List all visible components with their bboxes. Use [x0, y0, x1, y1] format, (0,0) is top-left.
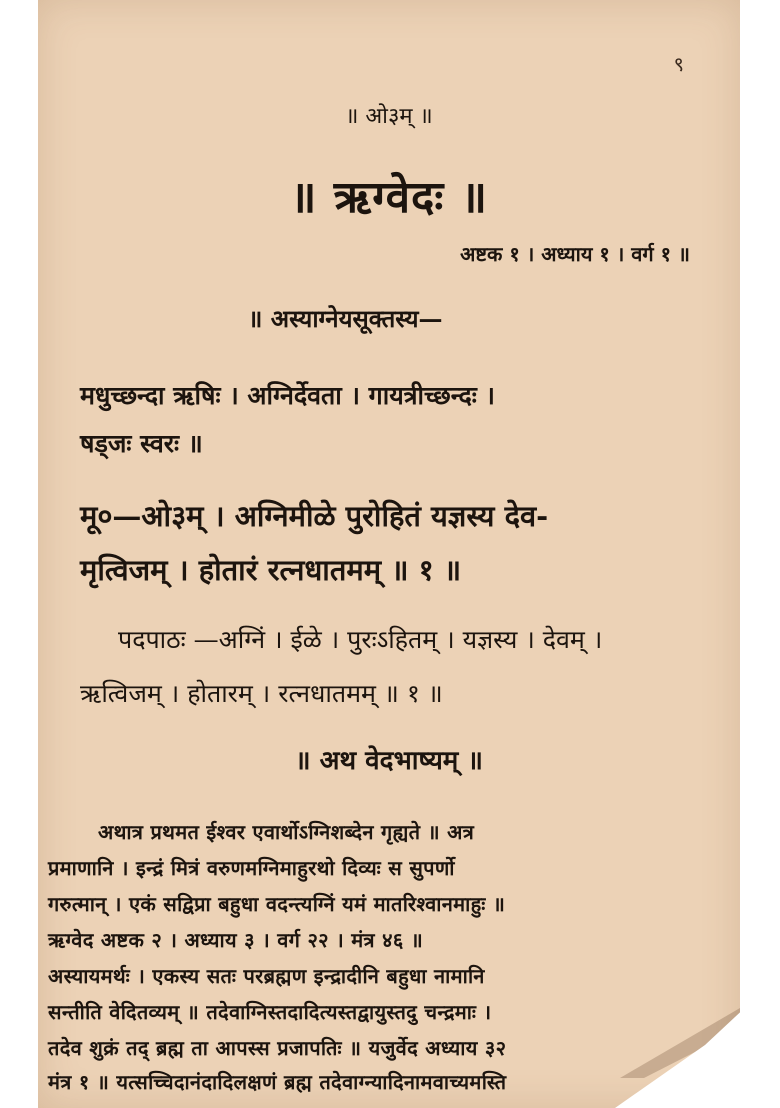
paragraph-line: ऋग्वेद अष्टक २ । अध्याय ३ । वर्ग २२ । मंत्र ४६ ॥: [48, 928, 424, 952]
paragraph-line: सन्तीति वेदितव्यम् ॥ तदेवाग्निस्तदादित्यस्तद्वायुस्तदु चन्द्रमाः ।: [48, 1000, 492, 1024]
meta-line-2: षड्जः स्वरः ॥: [80, 429, 203, 458]
mantra-line-1: मू०—ओ३म् । अग्निमीळे पुरोहितं यज्ञस्य देव-: [80, 499, 549, 533]
paragraph-line: प्रमाणानि । इन्द्रं मित्रं वरुणमग्निमाहुरथो दिव्यः स सुपर्णो: [48, 856, 455, 880]
om-invocation: ॥ ओ३म् ॥: [345, 104, 433, 129]
paragraph-line: अथात्र प्रथमत ईश्वर एवार्थोऽग्निशब्देन गृह्यते ॥ अत्र: [98, 820, 475, 844]
paragraph-line: अस्यायमर्थः । एकस्य सतः परब्रह्मण इन्द्रादीनि बहुधा नामानि: [48, 964, 485, 988]
page-title: ॥ ऋग्वेदः ॥: [290, 172, 488, 223]
paragraph-line: तदेव शुक्रं तद् ब्रह्म ता आपस्स प्रजापतिः ॥ यजुर्वेद अध्याय ३२: [48, 1036, 507, 1060]
bhashya-heading: ॥ अथ वेदभाष्यम् ॥: [295, 746, 483, 776]
paragraph-line: गरुत्मान् । एकं सद्विप्रा बहुधा वदन्त्यग्निं यमं मातरिश्वानमाहुः ॥: [48, 892, 506, 916]
padapatha-line-2: ऋत्विजम् । होतारम् । रत्नधातमम् ॥ १ ॥: [80, 679, 443, 708]
padapatha-line-1: पदपाठः —अग्निं । ईळे । पुरःऽहितम् । यज्ञस्य । देवम् ।: [118, 625, 603, 654]
paragraph-line: मंत्र १ ॥ यत्सच्चिदानंदादिलक्षणं ब्रह्म तदेवाग्न्यादिनामवाच्यमस्ति: [48, 1070, 507, 1094]
meta-line-1: मधुच्छन्दा ऋषिः । अग्निर्देवता । गायत्रीच्छन्दः ।: [80, 381, 495, 410]
sukta-heading: ॥ अस्याग्नेयसूक्तस्य—: [248, 304, 443, 333]
page-number: ९: [673, 52, 684, 76]
mantra-line-2: मृत्विजम् । होतारं रत्नधातमम् ॥ १ ॥: [80, 553, 462, 587]
location-reference: अष्टक १ । अध्याय १ । वर्ग १ ॥: [460, 242, 690, 266]
book-page: [38, 0, 740, 1108]
